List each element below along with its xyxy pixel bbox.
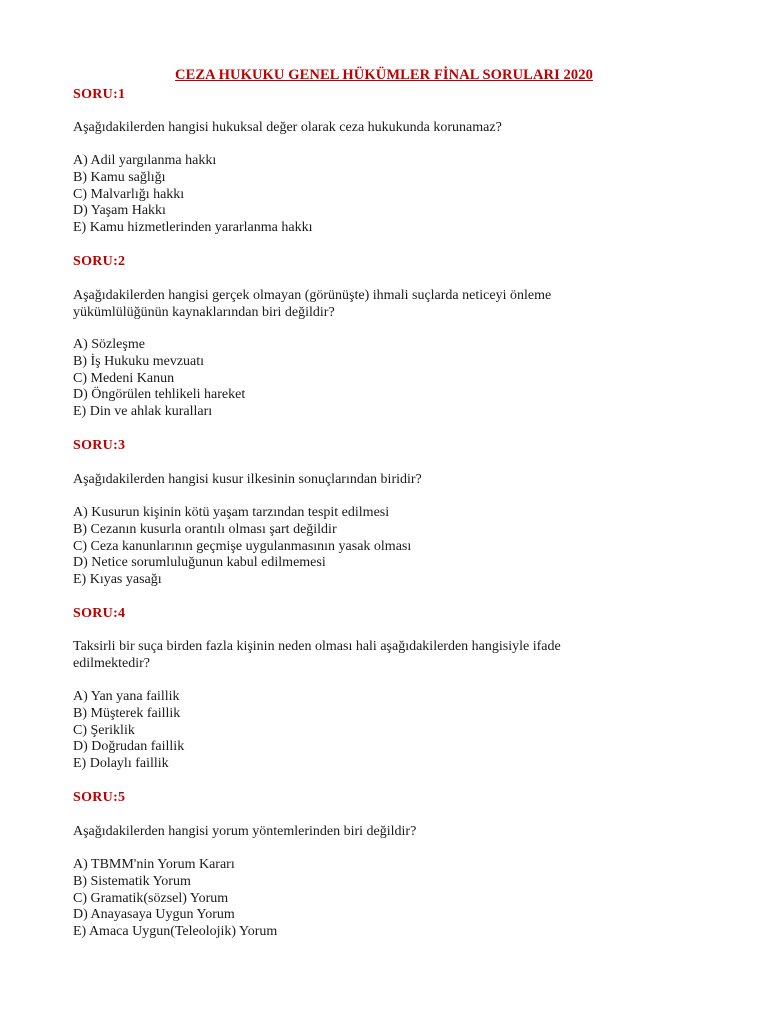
- question-5-options: [73, 857, 277, 941]
- question-5-text: Aşağıdakilerden hangisi yorum yöntemlerinden biri değildir?: [73, 824, 417, 839]
- question-2-text: Aşağıdakilerden hangisi gerçek olmayan (görünüşte) ihmali suçlarda neticeyi önleme yükümlülüğünün kaynaklarından biri değildir?: [73, 288, 552, 320]
- question-3-option-b: B) Cezanın kusurla orantılı olması şart değildir: [73, 521, 337, 537]
- document-title: CEZA HUKUKU GENEL HÜKÜMLER FİNAL SORULARI 2020: [175, 67, 593, 83]
- question-4-option-d: D) Doğrudan faillik: [73, 739, 185, 755]
- question-2-heading: SORU:2: [73, 254, 126, 269]
- question-1-options: [73, 153, 312, 237]
- question-1-option-c: C) Malvarlığı hakkı: [73, 186, 185, 202]
- question-3-options: [73, 505, 411, 589]
- question-5-option-d: D) Anayasaya Uygun Yorum: [73, 907, 235, 923]
- question-5-option-c: C) Gramatik(sözsel) Yorum: [73, 890, 229, 906]
- question-2-option-b: B) İş Hukuku mevzuatı: [73, 353, 205, 369]
- question-5-option-e: E) Amaca Uygun(Teleolojik) Yorum: [73, 924, 278, 940]
- question-2-options: [73, 337, 245, 421]
- question-1-option-b: B) Kamu sağlığı: [73, 169, 166, 185]
- question-4-option-a: A) Yan yana faillik: [73, 689, 180, 704]
- question-3-heading: SORU:3: [73, 438, 126, 453]
- question-4-option-b: B) Müşterek faillik: [73, 705, 181, 721]
- question-2-option-d: D) Öngörülen tehlikeli hareket: [73, 387, 246, 403]
- question-3-text: Aşağıdakilerden hangisi kusur ilkesinin sonuçlarından biridir?: [73, 472, 422, 487]
- question-1-text: Aşağıdakilerden hangisi hukuksal değer olarak ceza hukukunda korunamaz?: [73, 120, 502, 135]
- question-3-option-d: D) Netice sorumluluğunun kabul edilmemesi: [73, 555, 326, 571]
- question-2-option-a: A) Sözleşme: [73, 337, 145, 352]
- question-1-option-a: A) Adil yargılanma hakkı: [73, 153, 217, 168]
- question-4-options: [73, 689, 184, 773]
- question-4-text: Taksirli bir suça birden fazla kişinin neden olması hali aşağıdakilerden hangisiyle ifade edilmektedir?: [73, 639, 561, 671]
- question-3-option-a: A) Kusurun kişinin kötü yaşam tarzından tespit edilmesi: [73, 505, 390, 520]
- question-5-option-a: A) TBMM'nin Yorum Kararı: [73, 857, 235, 872]
- question-4-option-e: E) Dolaylı faillik: [73, 756, 169, 772]
- question-3-option-c: C) Ceza kanunlarının geçmişe uygulanmasının yasak olması: [73, 538, 412, 554]
- question-4-option-c: C) Şeriklik: [73, 722, 135, 738]
- question-2-option-c: C) Medeni Kanun: [73, 370, 175, 386]
- question-1-heading: SORU:1: [73, 87, 126, 102]
- question-1-option-e: E) Kamu hizmetlerinden yararlanma hakkı: [73, 220, 313, 236]
- question-3-option-e: E) Kıyas yasağı: [73, 572, 162, 588]
- question-4-heading: SORU:4: [73, 606, 126, 621]
- question-5-option-b: B) Sistematik Yorum: [73, 873, 191, 889]
- question-5-heading: SORU:5: [73, 790, 126, 805]
- question-1-option-d: D) Yaşam Hakkı: [73, 203, 166, 219]
- question-2-option-e: E) Din ve ahlak kuralları: [73, 404, 213, 420]
